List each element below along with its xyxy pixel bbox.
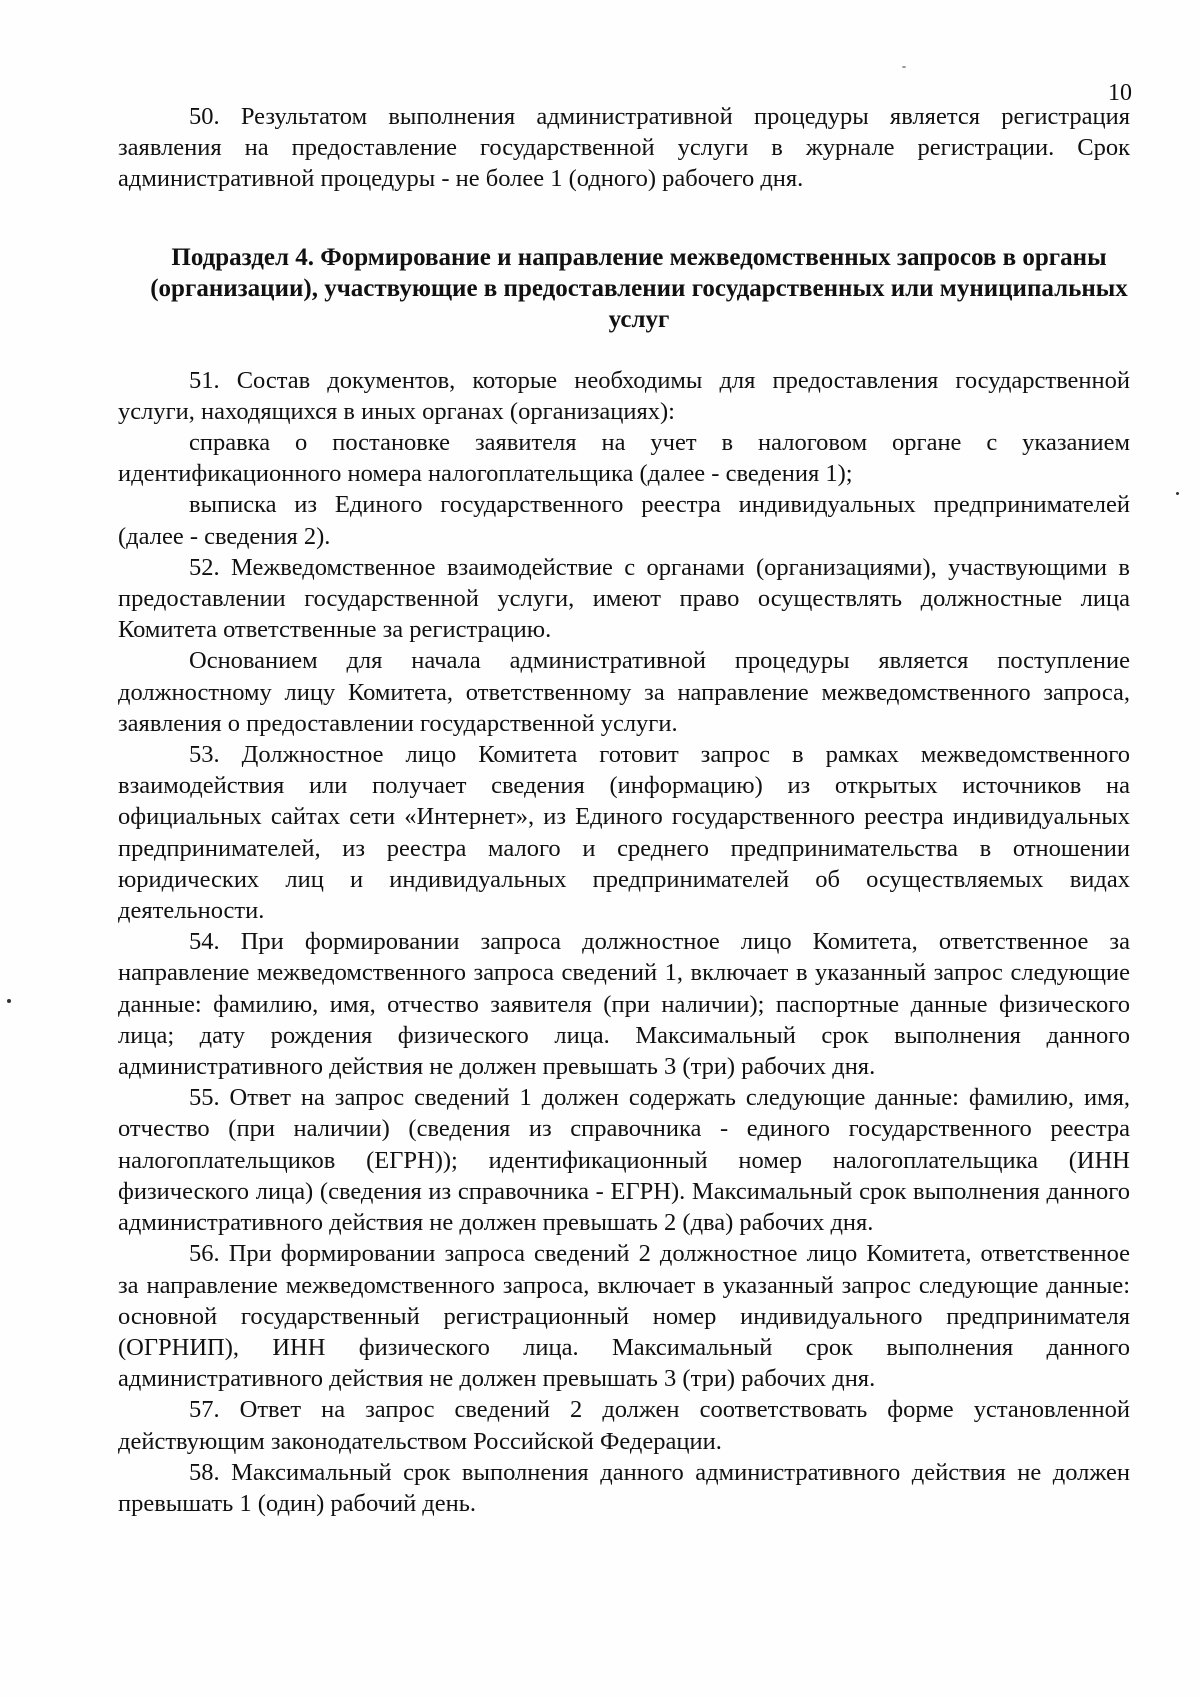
paragraph-56: 56. При формировании запроса сведений 2 должностное лицо Комитета, ответственное за направление межведомственного запроса, включает в указанный запрос следующие данные: основной государственный регистрационный номер индивидуального предпринимателя (ОГРНИП), ИНН физического лица. Максимальный срок выполнения данного административного действия не должен превышать 3 (три) рабочих дня. xyxy=(118,1240,1130,1393)
section-heading: Подраздел 4. Формирование и направление межведомственных запросов в органы (организации), участвующие в предоставлении государственных или муниципальных услуг xyxy=(150,243,1128,333)
paragraph-54: 54. При формировании запроса должностное лицо Комитета, ответственное за направление межведомственного запроса сведений 1, включает в указанный запрос следующие данные: фамилию, имя, отчество заявителя (при наличии); паспортные данные физического лица; дату рождения физического лица. Максимальный срок выполнения данного административного действия не должен превышать 3 (три) рабочих дня. xyxy=(118,928,1130,1081)
paragraph-57: 57. Ответ на запрос сведений 2 должен соответствовать форме установленной действующим законодательством Российской Федерации. xyxy=(118,1396,1130,1455)
page-number: 10 xyxy=(1108,80,1132,106)
paragraph-52: 52. Межведомственное взаимодействие с органами (организациями), участвующими в предоставлении государственной услуги, имеют право осуществлять должностные лица Комитета ответственные за регистрацию. xyxy=(118,553,1130,644)
paragraph-53: 53. Должностное лицо Комитета готовит запрос в рамках межведомственного взаимодействия или получает сведения (информацию) из открытых источников на официальных сайтах сети «Интернет», из Единого государственного реестра индивидуальных предпринимателей, из реестра малого и среднего предпринимательства в отношении юридических лиц и индивидуальных предпринимателей об осуществляемых видах деятельности. xyxy=(118,741,1130,925)
paragraph-51: 51. Состав документов, которые необходимы для предоставления государственной услуги, находящихся в иных органах (организациях): xyxy=(118,366,1130,425)
paragraph-52-basis: Основанием для начала административной процедуры является поступление должностному лицу Комитета, ответственному за направление межведомственного запроса, заявления о предоставлении государственной услуги. xyxy=(118,647,1130,737)
paragraph-55: 55. Ответ на запрос сведений 1 должен содержать следующие данные: фамилию, имя, отчество (при наличии) (сведения из справочника - единого государственного реестра налогоплательщиков (ЕГРН)); идентификационный номер налогоплательщика (ИНН физического лица) (сведения из справочника - ЕГРН). Максимальный срок выполнения данного административного действия не должен превышать 2 (два) рабочих дня. xyxy=(118,1084,1130,1237)
scan-speck xyxy=(902,66,906,68)
paragraph-50: 50. Результатом выполнения административной процедуры является регистрация заявления на предоставление государственной услуги в журнале регистрации. Срок административной процедуры - не более 1 (одного) рабочего дня. xyxy=(118,103,1130,193)
paragraph-58: 58. Максимальный срок выполнения данного административного действия не должен превышать 1 (один) рабочий день. xyxy=(118,1458,1130,1517)
scan-speck xyxy=(7,999,11,1003)
document-body xyxy=(118,101,1130,1519)
paragraph-51-item-2: выписка из Единого государственного реестра индивидуальных предпринимателей (далее - сведения 2). xyxy=(118,491,1130,550)
scan-speck xyxy=(1176,492,1179,495)
paragraph-51-item-1: справка о постановке заявителя на учет в налоговом органе с указанием идентификационного номера налогоплательщика (далее - сведения 1); xyxy=(118,429,1130,488)
